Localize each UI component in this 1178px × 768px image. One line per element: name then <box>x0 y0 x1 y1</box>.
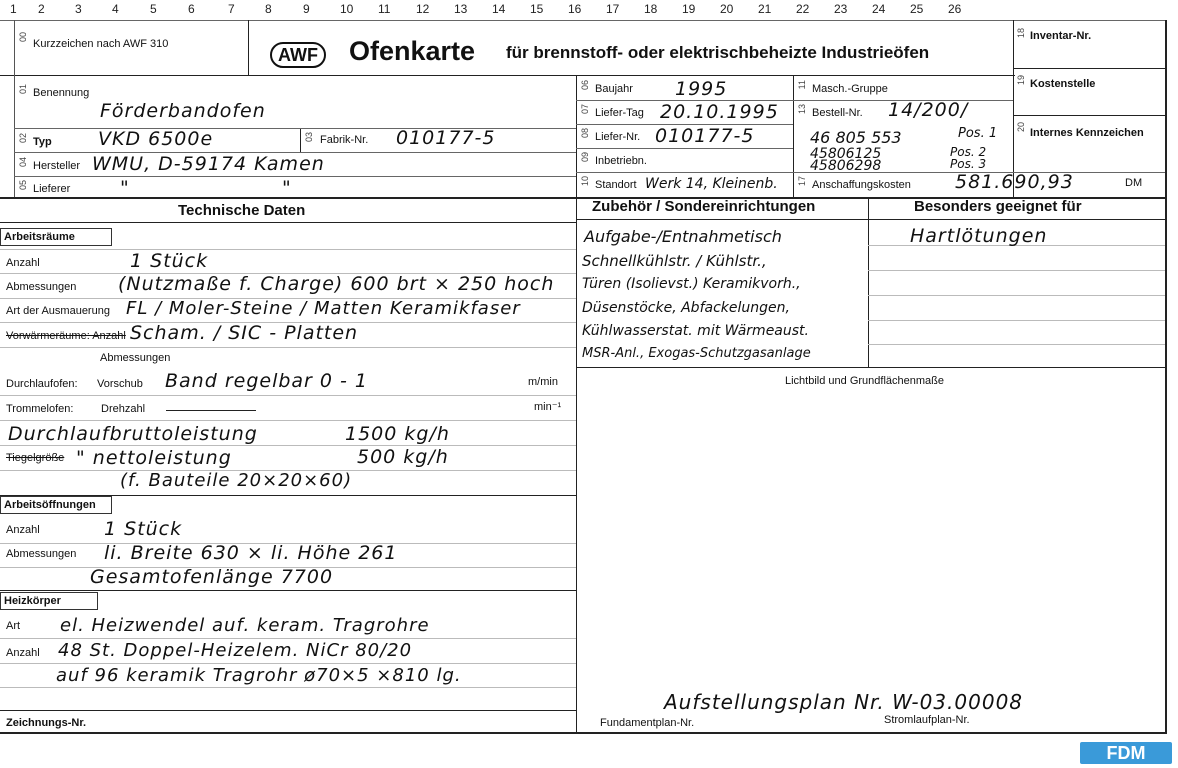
ruler-mark: 22 <box>796 2 810 16</box>
field-number: 01 <box>18 84 28 95</box>
divider <box>868 197 869 367</box>
guide-line <box>0 395 576 396</box>
divider <box>1165 20 1167 734</box>
divider <box>14 176 576 177</box>
ruler-mark: 20 <box>720 2 734 16</box>
guide-line <box>0 420 576 421</box>
tiegel-label: Tiegelgröße <box>6 452 65 464</box>
divider <box>576 219 1165 220</box>
hk-anzahl-value-2: auf 96 keramik Tragrohr ø70×5 ×810 lg. <box>56 665 462 686</box>
divider <box>14 20 15 197</box>
standort-label: Standort <box>595 179 637 191</box>
bauteile-value: (f. Bauteile 20×20×60) <box>120 470 353 491</box>
kostenstelle-label: Kostenstelle <box>1030 78 1096 90</box>
ruler-mark: 15 <box>530 2 544 16</box>
abmessungen-label: Abmessungen <box>6 281 77 293</box>
ruler-mark: 4 <box>112 2 119 16</box>
kurzzeichen-label: Kurzzeichen nach AWF 310 <box>33 38 169 50</box>
anzahl-label: Anzahl <box>6 257 40 269</box>
ruler-mark: 8 <box>265 2 272 16</box>
field-number: 20 <box>1016 122 1026 133</box>
lieferer-value: " <box>120 177 130 199</box>
ruler-mark: 24 <box>872 2 886 16</box>
ruler-mark: 3 <box>75 2 82 16</box>
lieferer-label: Lieferer <box>33 183 71 195</box>
ruler-mark: 7 <box>228 2 235 16</box>
guide-line <box>0 687 576 688</box>
field-number: 19 <box>1016 75 1026 86</box>
guide-line <box>868 295 1165 296</box>
section-technische: Technische Daten <box>178 202 306 219</box>
ruler-mark: 12 <box>416 2 430 16</box>
ruler-line <box>0 20 1165 21</box>
ruler-mark: 14 <box>492 2 506 16</box>
ruler-mark: 1 <box>10 2 17 16</box>
guide-line <box>0 347 576 348</box>
hersteller-value: WMU, D-59174 Kamen <box>92 153 325 175</box>
pos1-label: Pos. 1 <box>958 126 998 141</box>
field-number: 08 <box>580 128 590 139</box>
bestell-value: 14/200/ <box>888 99 969 121</box>
arbeitsraeume-label: Arbeitsräume <box>0 228 112 246</box>
guide-line <box>0 249 576 250</box>
zeichnung-label: Zeichnungs-Nr. <box>6 717 87 729</box>
field-number: 10 <box>580 176 590 187</box>
durchlauf-label: Durchlaufofen: <box>6 378 78 390</box>
currency-label: DM <box>1125 177 1143 189</box>
internes-label: Internes Kennzeichen <box>1030 127 1144 139</box>
anschaffung-value: 581.690,93 <box>955 171 1074 193</box>
ruler-mark: 19 <box>682 2 696 16</box>
divider <box>0 710 576 711</box>
oe-anzahl-value: 1 Stück <box>104 518 183 540</box>
inbetrieb-label: Inbetriebn. <box>595 155 647 167</box>
pos2-label: Pos. 2 <box>950 145 987 159</box>
zubehoer-line: Düsenstöcke, Abfackelungen, <box>582 300 790 316</box>
art-value: el. Heizwendel auf. keram. Tragrohre <box>60 615 430 636</box>
typ-value: VKD 6500e <box>98 128 214 150</box>
field-number: 11 <box>797 80 807 90</box>
vorschub-unit: m/min <box>528 376 558 388</box>
divider <box>576 367 1166 368</box>
drehzahl-unit: min⁻¹ <box>534 401 562 413</box>
baujahr-label: Baujahr <box>595 83 633 95</box>
lieferno-label: Liefer-Nr. <box>595 131 641 143</box>
oeffnungen-label: Arbeitsöffnungen <box>0 496 112 514</box>
ruler-mark: 17 <box>606 2 620 16</box>
ruler-mark: 9 <box>303 2 310 16</box>
divider <box>0 222 576 223</box>
besonders-value: Hartlötungen <box>910 225 1048 247</box>
guide-line <box>868 320 1165 321</box>
divider <box>576 172 793 173</box>
ruler-mark: 10 <box>340 2 354 16</box>
field-number: 04 <box>18 157 28 168</box>
ruler-mark: 16 <box>568 2 582 16</box>
lichtbild-label: Lichtbild und Grundflächenmaße <box>785 375 944 387</box>
field-number: 05 <box>18 180 28 191</box>
stromlauf-label: Stromlaufplan-Nr. <box>884 714 970 726</box>
ruler-mark: 18 <box>644 2 658 16</box>
zubehoer-line: MSR-Anl., Exogas-Schutzgasanlage <box>582 346 811 361</box>
ruler-mark: 25 <box>910 2 924 16</box>
fabrik-value: 010177-5 <box>396 127 496 149</box>
ruler-mark: 23 <box>834 2 848 16</box>
divider <box>576 148 793 149</box>
guide-line <box>868 270 1165 271</box>
ruler-mark: 11 <box>378 2 391 16</box>
masch-label: Masch.-Gruppe <box>812 83 888 95</box>
drehzahl-label: Drehzahl <box>101 403 146 415</box>
art-label: Art <box>6 620 21 632</box>
lieferer-value: " <box>282 177 292 199</box>
divider <box>576 75 577 733</box>
guide-line <box>0 445 576 446</box>
guide-line <box>0 638 576 639</box>
netto-amount: 500 kg/h <box>357 446 449 468</box>
hk-anzahl-label: Anzahl <box>6 647 40 659</box>
baujahr-value: 1995 <box>675 78 728 100</box>
pos3-label: Pos. 3 <box>950 157 987 171</box>
bestell-label: Bestell-Nr. <box>812 107 863 119</box>
section-zubehoer: Zubehör / Sondereinrichtungen <box>592 198 816 215</box>
pos3-number: 45806298 <box>810 158 882 174</box>
divider <box>300 128 301 152</box>
field-number: 17 <box>797 176 807 187</box>
guide-line <box>0 663 576 664</box>
ruler-mark: 13 <box>454 2 468 16</box>
section-besonders: Besonders geeignet für <box>914 198 1082 215</box>
vorschub-value: Band regelbar 0 - 1 <box>165 370 369 392</box>
oe-abmessungen-label: Abmessungen <box>6 548 77 560</box>
abmessungen2-label: Abmessungen <box>100 352 171 364</box>
ausmauerung-label: Art der Ausmauerung <box>6 305 110 317</box>
hersteller-label: Hersteller <box>33 160 81 172</box>
zubehoer-line: Kühlwasserstat. mit Wärmeaust. <box>582 323 809 339</box>
netto-value: " nettoleistung <box>76 447 232 469</box>
heizkoerper-label: Heizkörper <box>0 592 98 610</box>
page-subtitle: für brennstoff- oder elektrischbeheizte Industrieöfen <box>506 43 930 62</box>
field-number: 00 <box>18 32 28 43</box>
divider <box>0 75 1015 76</box>
aufstellungsplan-value: Aufstellungsplan Nr. W-03.00008 <box>664 690 1024 714</box>
liefertag-label: Liefer-Tag <box>595 107 644 119</box>
vorwaerm-value: Scham. / SIC - Platten <box>130 322 359 344</box>
field-number: 03 <box>304 132 314 143</box>
brutto-amount: 1500 kg/h <box>345 423 450 445</box>
zubehoer-line: Aufgabe-/Entnahmetisch <box>584 227 782 246</box>
liefertag-value: 20.10.1995 <box>660 101 779 123</box>
divider <box>0 590 576 591</box>
zubehoer-line: Türen (Isolievst.) Keramikvorh., <box>582 276 801 292</box>
drehzahl-line <box>166 410 256 411</box>
divider <box>1013 115 1165 116</box>
anzahl-value: 1 Stück <box>130 250 209 272</box>
field-number: 06 <box>580 80 590 91</box>
brutto-value: Durchlaufbruttoleistung <box>8 423 258 445</box>
ausmauerung-value: FL / Moler-Steine / Matten Keramikfaser <box>126 298 521 319</box>
oe-abmessungen-value: li. Breite 630 × li. Höhe 261 <box>104 542 398 564</box>
zubehoer-line: Schnellkühlstr. / Kühlstr., <box>582 252 767 270</box>
benennung-value: Förderbandofen <box>100 100 266 122</box>
fabrik-label: Fabrik-Nr. <box>320 134 369 146</box>
field-number: 13 <box>797 104 807 115</box>
ruler-mark: 2 <box>38 2 45 16</box>
guide-line <box>868 344 1165 345</box>
divider <box>793 75 794 197</box>
fdm-watermark-logo: FDM <box>1080 742 1172 764</box>
abmessungen-value: (Nutzmaße f. Charge) 600 brt × 250 hoch <box>118 273 555 295</box>
pos2-number: 45806125 <box>810 146 882 162</box>
vorschub-label: Vorschub <box>97 378 143 390</box>
field-number: 02 <box>18 133 28 144</box>
oe-gesamt-value: Gesamtofenlänge 7700 <box>90 566 334 588</box>
hk-anzahl-value: 48 St. Doppel-Heizelem. NiCr 80/20 <box>58 640 413 661</box>
field-number: 18 <box>1016 28 1026 39</box>
oe-anzahl-label: Anzahl <box>6 524 40 536</box>
divider <box>0 732 1165 734</box>
field-number: 09 <box>580 152 590 163</box>
inventar-label: Inventar-Nr. <box>1030 30 1092 42</box>
awf-logo: AWF <box>270 42 326 68</box>
divider <box>248 20 249 75</box>
benennung-label: Benennung <box>33 87 90 99</box>
standort-value: Werk 14, Kleinenb. <box>645 176 778 192</box>
field-number: 07 <box>580 104 590 115</box>
trommel-label: Trommelofen: <box>6 403 74 415</box>
typ-label: Typ <box>33 136 52 148</box>
lieferno-value: 010177-5 <box>655 125 755 147</box>
ruler-mark: 26 <box>948 2 962 16</box>
ruler-mark: 21 <box>758 2 772 16</box>
divider <box>1013 68 1165 69</box>
anschaffung-label: Anschaffungskosten <box>812 179 911 191</box>
ruler-mark: 5 <box>150 2 157 16</box>
pos1-number: 46 805 553 <box>810 128 902 147</box>
ruler-mark: 6 <box>188 2 195 16</box>
page-title: Ofenkarte <box>349 36 476 66</box>
fundament-label: Fundamentplan-Nr. <box>600 717 695 729</box>
vorwaerm-label: Vorwärmeräume: Anzahl <box>6 330 126 342</box>
